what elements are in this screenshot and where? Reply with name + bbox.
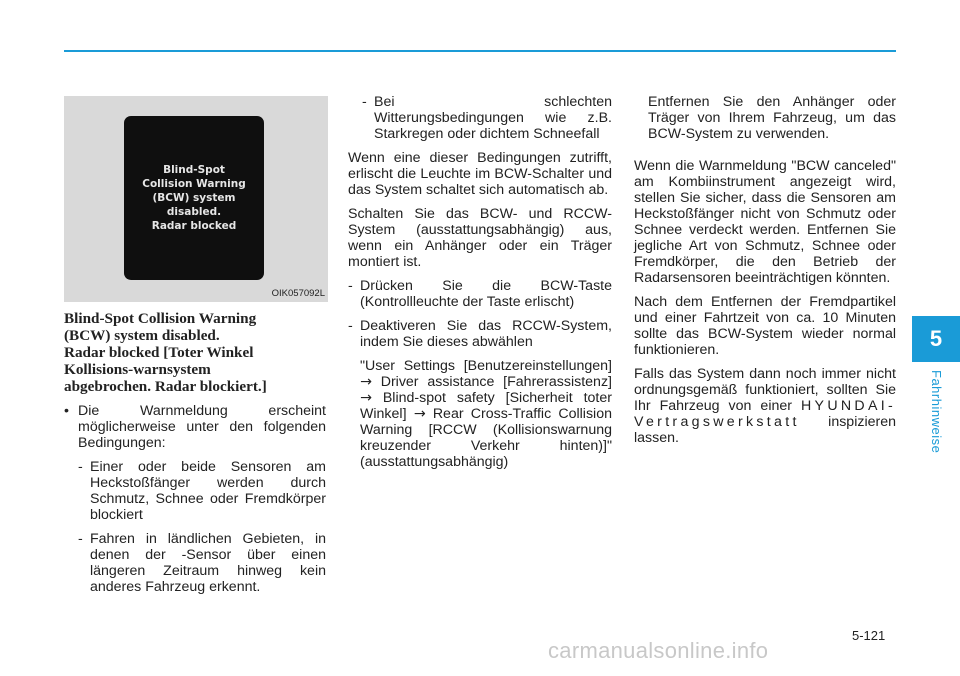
- paragraph: [634, 366, 896, 446]
- dash-item: [348, 278, 612, 310]
- paragraph-continued: Entfernen Sie den Anhänger oder Träger von Ihrem Fahrzeug, um das BCW-System zu verwenden.: [648, 94, 896, 142]
- arrow-right-icon: →: [413, 406, 426, 422]
- dash-mark: -: [362, 94, 367, 110]
- display-line: disabled.: [166, 206, 222, 218]
- bullet-mark: •: [64, 403, 69, 419]
- bullet-text: Die Warnmeldung erscheint möglicherweise unter den folgenden Bedingungen:: [78, 403, 326, 451]
- heading-line: Radar blocked [Toter Winkel: [64, 344, 254, 361]
- column-middle: [348, 94, 612, 478]
- menu-path-part: Rear Cross-Traffic Collision Warning [RCCW (Kollisionswarnung kreuzender Verkehr hinten)]" (ausstattungsabhängig): [360, 406, 612, 470]
- menu-path-part: "User Settings [Benutzereinstellungen]: [360, 358, 612, 374]
- heading-line: (BCW) system disabled.: [64, 327, 220, 344]
- display-line: Collision Warning: [142, 178, 246, 190]
- display-line: (BCW) system: [152, 192, 236, 204]
- figure-code: OIK057092L: [271, 288, 325, 299]
- page-number: 5-121: [852, 628, 886, 643]
- bullet-item: [64, 403, 326, 451]
- dash-mark: -: [78, 459, 83, 475]
- column-right: [634, 94, 896, 454]
- cluster-warning-figure: [64, 96, 328, 302]
- arrow-right-icon: →: [360, 390, 372, 406]
- menu-path-part: Blind-spot safety [Sicherheit toter Winkel]: [360, 390, 612, 422]
- heading-line: Blind-Spot Collision Warning: [64, 310, 257, 327]
- chapter-title: Fahrhinweise: [929, 370, 944, 454]
- dash-text: Fahren in ländlichen Gebieten, in denen der -Sensor über einen längeren Zeitraum hinweg kein anderes Fahrzeug erkennt.: [90, 531, 326, 595]
- dash-text: Deaktiveren Sie das RCCW-System, indem Sie dieses abwählen: [360, 318, 612, 350]
- dash-item: [348, 318, 612, 350]
- paragraph: Wenn eine dieser Bedingungen zutrifft, erlischt die Leuchte im BCW-Schalter und das System schaltet sich automatisch ab.: [348, 150, 612, 198]
- paragraph-part: Falls das System dann noch immer nicht ordnungsgemäß funktioniert, sollten Sie Ihr Fahrzeug von einer: [634, 366, 896, 414]
- cluster-display-screen: [124, 116, 264, 280]
- dash-item: [78, 531, 326, 595]
- dash-mark: -: [348, 278, 353, 294]
- section-heading: [64, 310, 326, 395]
- dash-text: Einer oder beide Sensoren am Heckstoßfänger werden durch Schmutz, Schnee oder Fremdkörper blockiert: [90, 459, 326, 523]
- paragraph: Nach dem Entfernen der Fremdpartikel und einer Fahrtzeit von ca. 10 Minuten sollte das BCW-System wieder normal funktionieren.: [634, 294, 896, 358]
- display-line: Blind-Spot: [163, 164, 225, 176]
- heading-line: Kollisions-warnsystem: [64, 361, 211, 378]
- dash-text: Bei schlechten Witterungsbedingungen wie z.B. Starkregen oder dichtem Schneefall: [374, 94, 612, 142]
- display-line: Radar blocked: [151, 220, 237, 232]
- column-left: [64, 310, 326, 603]
- watermark: carmanualsonline.info: [548, 638, 769, 663]
- dealer-name: HYUNDAI-Vertragswerkstatt: [634, 398, 896, 430]
- heading-line: abgebrochen. Radar blockiert.]: [64, 378, 267, 395]
- chapter-number-tab: 5: [912, 316, 960, 362]
- dash-mark: -: [348, 318, 353, 334]
- header-rule: [64, 50, 896, 52]
- arrow-right-icon: →: [360, 374, 372, 390]
- paragraph: Wenn die Warnmeldung "BCW canceled" am Kombiinstrument angezeigt wird, stellen Sie sicher, dass die Sensoren am Heckstoßfänger nicht von Schmutz oder Schnee verdeckt werden. Entfernen Sie jegliche Art von Schmutz, Schnee oder Fremdkörper, die den Betrieb der Radarsensoren beeinträchtigen könnten.: [634, 158, 896, 286]
- dash-text: Drücken Sie die BCW-Taste (Kontrollleuchte der Taste erlischt): [360, 278, 612, 310]
- menu-path: [348, 358, 612, 470]
- dash-mark: -: [78, 531, 83, 547]
- dash-item: [362, 94, 612, 142]
- paragraph-part: inspizieren lassen.: [634, 414, 896, 446]
- paragraph: Schalten Sie das BCW- und RCCW-System (ausstattungsabhängig) aus, wenn ein Anhänger oder ein Träger montiert ist.: [348, 206, 612, 270]
- dash-item: [78, 459, 326, 523]
- menu-path-part: Driver assistance [Fahrerassistenz]: [380, 374, 612, 390]
